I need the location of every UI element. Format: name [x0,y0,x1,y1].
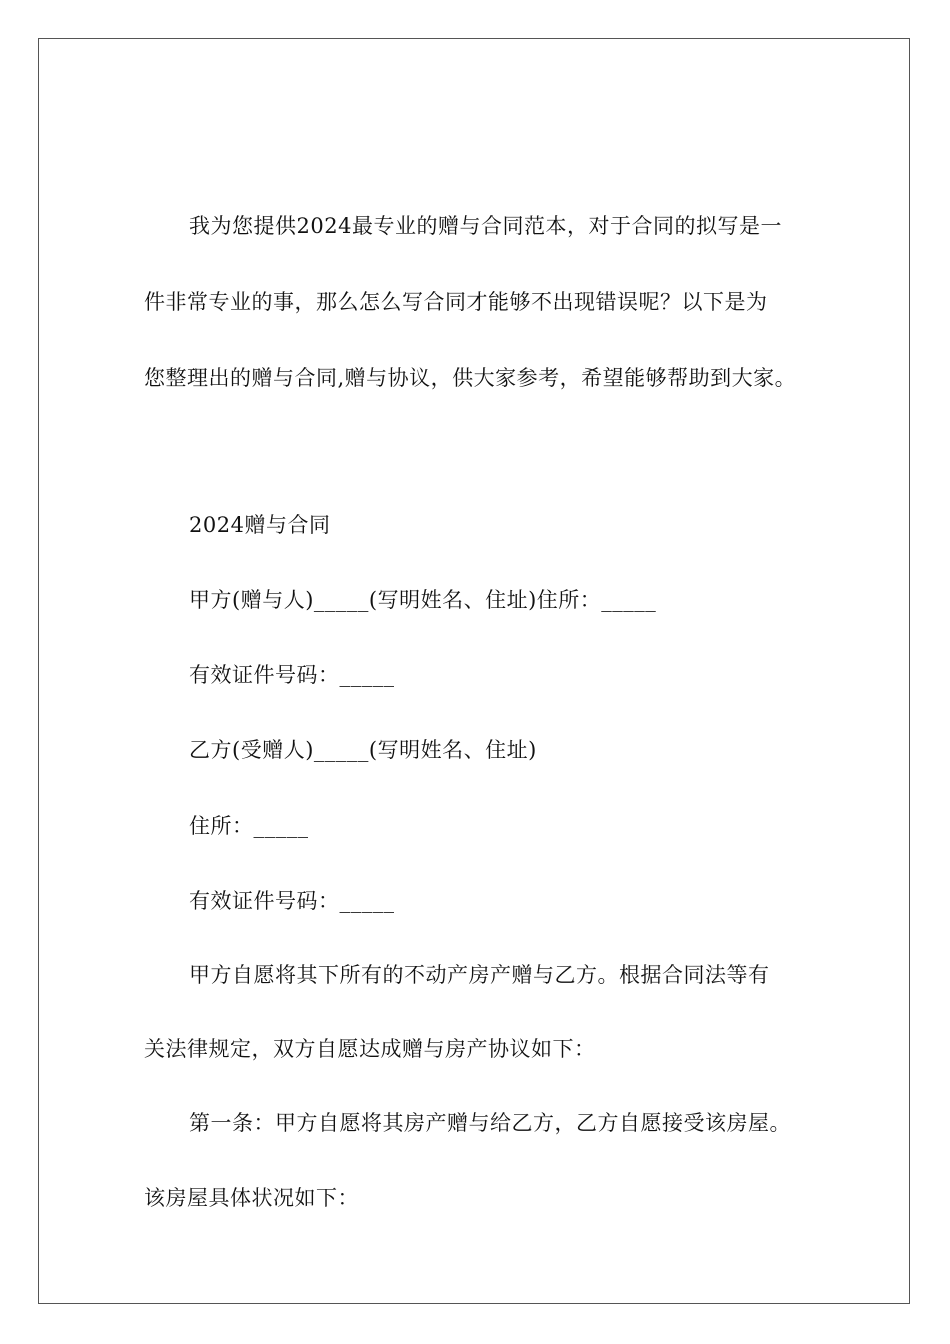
contract-title: 2024赠与合同 [189,513,331,537]
party-b-id-line: 有效证件号码：_____ [189,889,395,913]
party-b-address-line: 住所：_____ [189,814,309,838]
article-1-line-2: 该房屋具体状况如下： [144,1186,359,1210]
article-1-line-1: 第一条：甲方自愿将其房产赠与给乙方，乙方自愿接受该房屋。 [189,1111,791,1135]
page-frame [38,38,910,1304]
intro-line-3: 您整理出的赠与合同,赠与协议，供大家参考，希望能够帮助到大家。 [144,366,797,390]
party-b-line: 乙方(受赠人)_____(写明姓名、住址) [189,738,537,762]
party-a-line: 甲方(赠与人)_____(写明姓名、住址)住所：_____ [189,588,657,612]
preamble-line-1: 甲方自愿将其下所有的不动产房产赠与乙方。根据合同法等有 [189,963,770,987]
party-a-id-line: 有效证件号码：_____ [189,663,395,687]
intro-line-1: 我为您提供2024最专业的赠与合同范本，对于合同的拟写是一 [189,214,782,238]
preamble-line-2: 关法律规定，双方自愿达成赠与房产协议如下： [144,1037,596,1061]
intro-line-2: 件非常专业的事，那么怎么写合同才能够不出现错误呢？以下是为 [144,290,768,314]
